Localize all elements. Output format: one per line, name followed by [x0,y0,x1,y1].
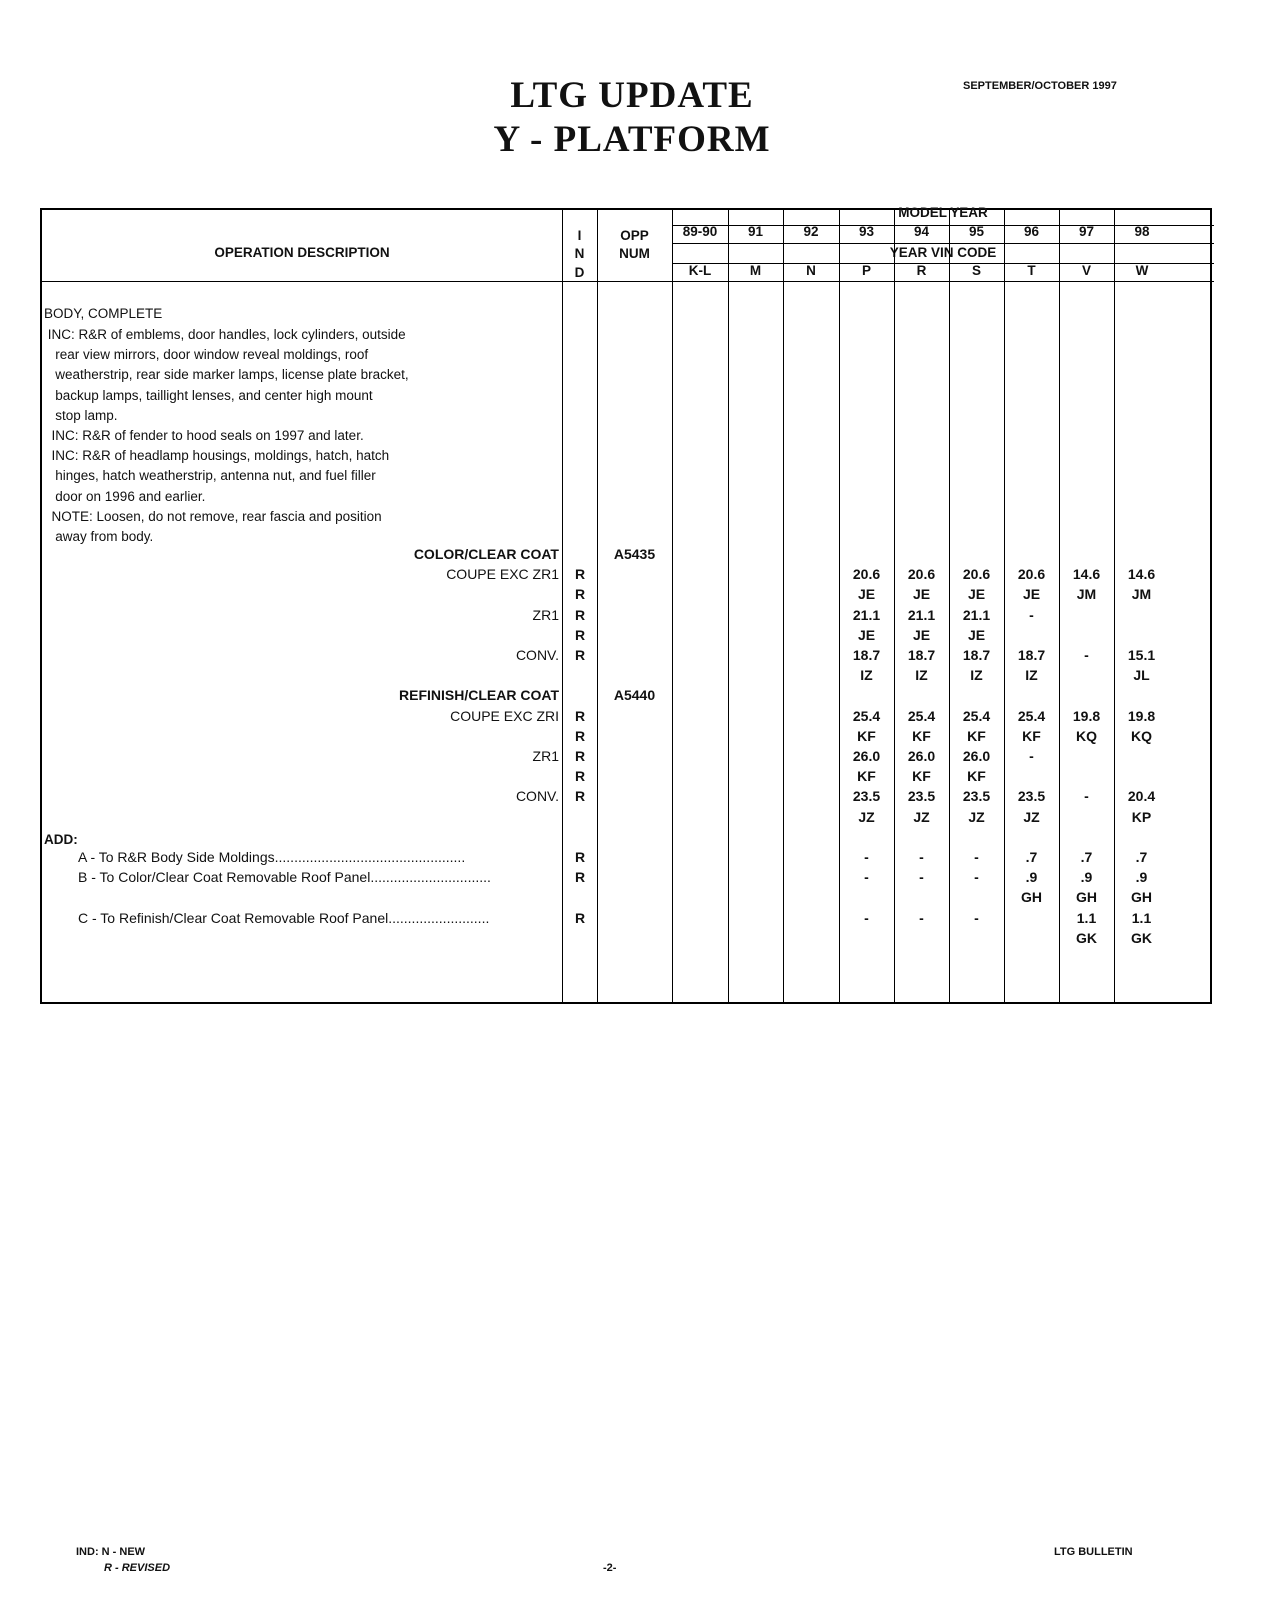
value-cell: - [974,869,979,886]
value-cell: JL [1133,667,1150,684]
ind-flag: R [574,909,586,926]
value-cell: GH [1076,889,1097,906]
opp-header: OPP [620,228,649,243]
opp-number: A5435 [613,546,656,562]
body-heading: BODY, COMPLETE [44,306,163,321]
ind-legend-revised: R - REVISED [104,1562,171,1574]
vin-code-1: M [749,263,762,278]
vin-code-6: T [1027,263,1036,278]
value-cell: 18.7 [907,647,936,663]
value-cell: 26.0 [852,748,881,764]
issue-date: SEPTEMBER/OCTOBER 1997 [963,80,1117,92]
value-cell: KQ [1131,727,1152,744]
ind-flag: R [574,849,586,865]
description-line: hinges, hatch weatherstrip, antenna nut, and fuel filler [44,468,376,484]
value-cell: 18.7 [1017,647,1046,663]
model-year-header: MODEL YEAR [898,205,988,220]
value-cell: 21.1 [907,606,936,623]
value-cell: .9 [1080,869,1093,886]
ind-flag: R [574,788,586,805]
ind-legend-new: IND: N - NEW [76,1546,146,1558]
value-cell: - [1029,748,1034,764]
year-8: 98 [1134,224,1150,239]
description-line: backup lamps, taillight lenses, and center high mount [44,387,373,403]
row-label: COUPE EXC ZRI [450,707,559,724]
row-label: B - To Color/Clear Coat Removable Roof Panel............................... [78,869,491,886]
year-7: 97 [1078,224,1095,239]
value-cell: JE [857,626,876,643]
year-1: 91 [747,224,764,239]
value-cell: KF [1022,727,1041,744]
description-line: away from body. [44,529,154,544]
value-cell: JM [1131,586,1152,603]
row-label: CONV. [515,788,559,805]
value-cell: 21.1 [962,606,991,623]
value-cell: JE [967,586,986,603]
value-cell: 23.5 [907,788,936,805]
value-cell: KF [857,727,876,744]
ind-header-d: D [574,265,585,280]
value-cell: - [919,909,924,926]
vin-code-3: P [861,263,871,278]
description-line: NOTE: Loosen, do not remove, rear fascia and position [44,508,382,524]
value-cell: .9 [1025,869,1038,886]
vin-code-8: W [1135,263,1149,278]
value-cell: - [919,869,924,886]
value-cell: JE [912,626,931,643]
value-cell: GH [1131,889,1152,906]
ind-flag: R [574,647,586,663]
value-cell: 23.5 [1017,788,1046,805]
year-0: 89-90 [682,224,718,239]
value-cell: - [1084,788,1089,805]
value-cell: JZ [968,808,985,825]
value-cell: 14.6 [1127,566,1156,583]
bulletin-label: LTG BULLETIN [1054,1546,1133,1558]
row-label: ZR1 [532,748,559,764]
value-cell: IZ [915,667,928,684]
value-cell: JE [967,626,986,643]
vin-code-5: S [971,263,981,278]
ind-header-i: I [577,228,582,243]
value-cell: IZ [860,667,873,684]
value-cell: 26.0 [907,748,936,764]
year-column-divider [728,210,729,1002]
page-number: -2- [603,1562,617,1574]
vin-code-2: N [806,263,816,278]
value-cell: KQ [1076,727,1097,744]
value-cell: .7 [1025,849,1038,865]
vin-code-0: K-L [688,263,712,278]
value-cell: KF [912,727,931,744]
description-line: door on 1996 and earlier. [44,488,206,504]
value-cell: 20.6 [852,566,881,583]
section-label: REFINISH/CLEAR COAT [399,687,559,704]
value-cell: 25.4 [1017,707,1046,724]
value-cell: IZ [970,667,983,684]
row-divider [672,243,1214,244]
value-cell: JZ [1023,808,1040,825]
value-cell: GK [1076,929,1097,946]
value-cell: 25.4 [907,707,936,724]
value-cell: 18.7 [852,647,881,663]
value-cell: - [864,849,869,865]
year-5: 95 [968,224,985,239]
value-cell: 25.4 [962,707,991,724]
value-cell: JZ [858,808,875,825]
year-column-divider [783,210,784,1002]
value-cell: GK [1131,929,1152,946]
row-label: A - To R&R Body Side Moldings................................................. [78,849,466,865]
value-cell: 1.1 [1076,909,1097,926]
value-cell: 21.1 [852,606,881,623]
ind-flag: R [574,626,586,643]
value-cell: JE [912,586,931,603]
ind-header-n: N [574,246,585,261]
title-line-1: LTG UPDATE [510,75,754,116]
value-cell: JE [857,586,876,603]
value-cell: 14.6 [1072,566,1101,583]
value-cell: 23.5 [962,788,991,805]
row-divider [42,281,1214,282]
description-line: stop lamp. [44,407,118,423]
value-cell: 26.0 [962,748,991,764]
value-cell: .9 [1135,869,1148,886]
year-2: 92 [803,224,819,239]
ind-flag: R [574,566,586,583]
value-cell: 25.4 [852,707,881,724]
value-cell: JM [1076,586,1097,603]
value-cell: KF [912,768,931,785]
year-3: 93 [858,224,875,239]
year-column-divider [672,210,673,1002]
value-cell: - [974,909,979,926]
num-header: NUM [619,246,650,261]
description-line: rear view mirrors, door window reveal moldings, roof [44,347,369,363]
value-cell: 19.8 [1127,707,1156,724]
value-cell: GH [1021,889,1042,906]
value-cell: 20.4 [1127,788,1156,805]
value-cell: 15.1 [1127,647,1156,663]
year-4: 94 [913,224,930,239]
row-label: COUPE EXC ZR1 [446,566,559,583]
value-cell: - [864,909,869,926]
ind-flag: R [574,748,586,764]
value-cell: - [1029,606,1034,623]
row-label: ZR1 [532,606,559,623]
operation-description-header: OPERATION DESCRIPTION [214,245,390,260]
add-heading: ADD: [44,831,78,847]
value-cell: 19.8 [1072,707,1101,724]
ind-flag: R [574,707,586,724]
vin-code-header: YEAR VIN CODE [889,245,997,260]
description-line: weatherstrip, rear side marker lamps, license plate bracket, [44,367,409,383]
value-cell: 23.5 [852,788,881,805]
description-line: INC: R&R of headlamp housings, moldings, hatch, hatch [44,448,390,464]
value-cell: 20.6 [1017,566,1046,583]
value-cell: KF [967,727,986,744]
ind-flag: R [574,586,586,603]
value-cell: - [974,849,979,865]
value-cell: - [864,869,869,886]
value-cell: KF [967,768,986,785]
value-cell: - [919,849,924,865]
year-6: 96 [1023,224,1040,239]
section-label: COLOR/CLEAR COAT [413,546,559,562]
ind-flag: R [574,727,586,744]
value-cell: .7 [1080,849,1093,865]
value-cell: - [1084,647,1089,663]
opp-number: A5440 [613,687,656,704]
ind-flag: R [574,606,586,623]
row-label: C - To Refinish/Clear Coat Removable Roof Panel.......................... [78,909,490,926]
row-label: CONV. [515,647,559,663]
ind-flag: R [574,869,586,886]
ind-flag: R [574,768,586,785]
value-cell: KF [857,768,876,785]
vin-code-7: V [1081,263,1091,278]
value-cell: JZ [913,808,930,825]
value-cell: KP [1131,808,1152,825]
value-cell: 20.6 [907,566,936,583]
labor-time-table [40,205,1212,1004]
value-cell: 18.7 [962,647,991,663]
value-cell: JE [1022,586,1041,603]
description-line: INC: R&R of fender to hood seals on 1997 and later. [44,428,364,443]
title-line-2: Y - PLATFORM [493,119,771,160]
value-cell: .7 [1135,849,1148,865]
value-cell: IZ [1025,667,1038,684]
description-line: INC: R&R of emblems, door handles, lock cylinders, outside [44,327,406,342]
value-cell: 1.1 [1131,909,1152,926]
value-cell: 20.6 [962,566,991,583]
vin-code-4: R [916,263,927,278]
